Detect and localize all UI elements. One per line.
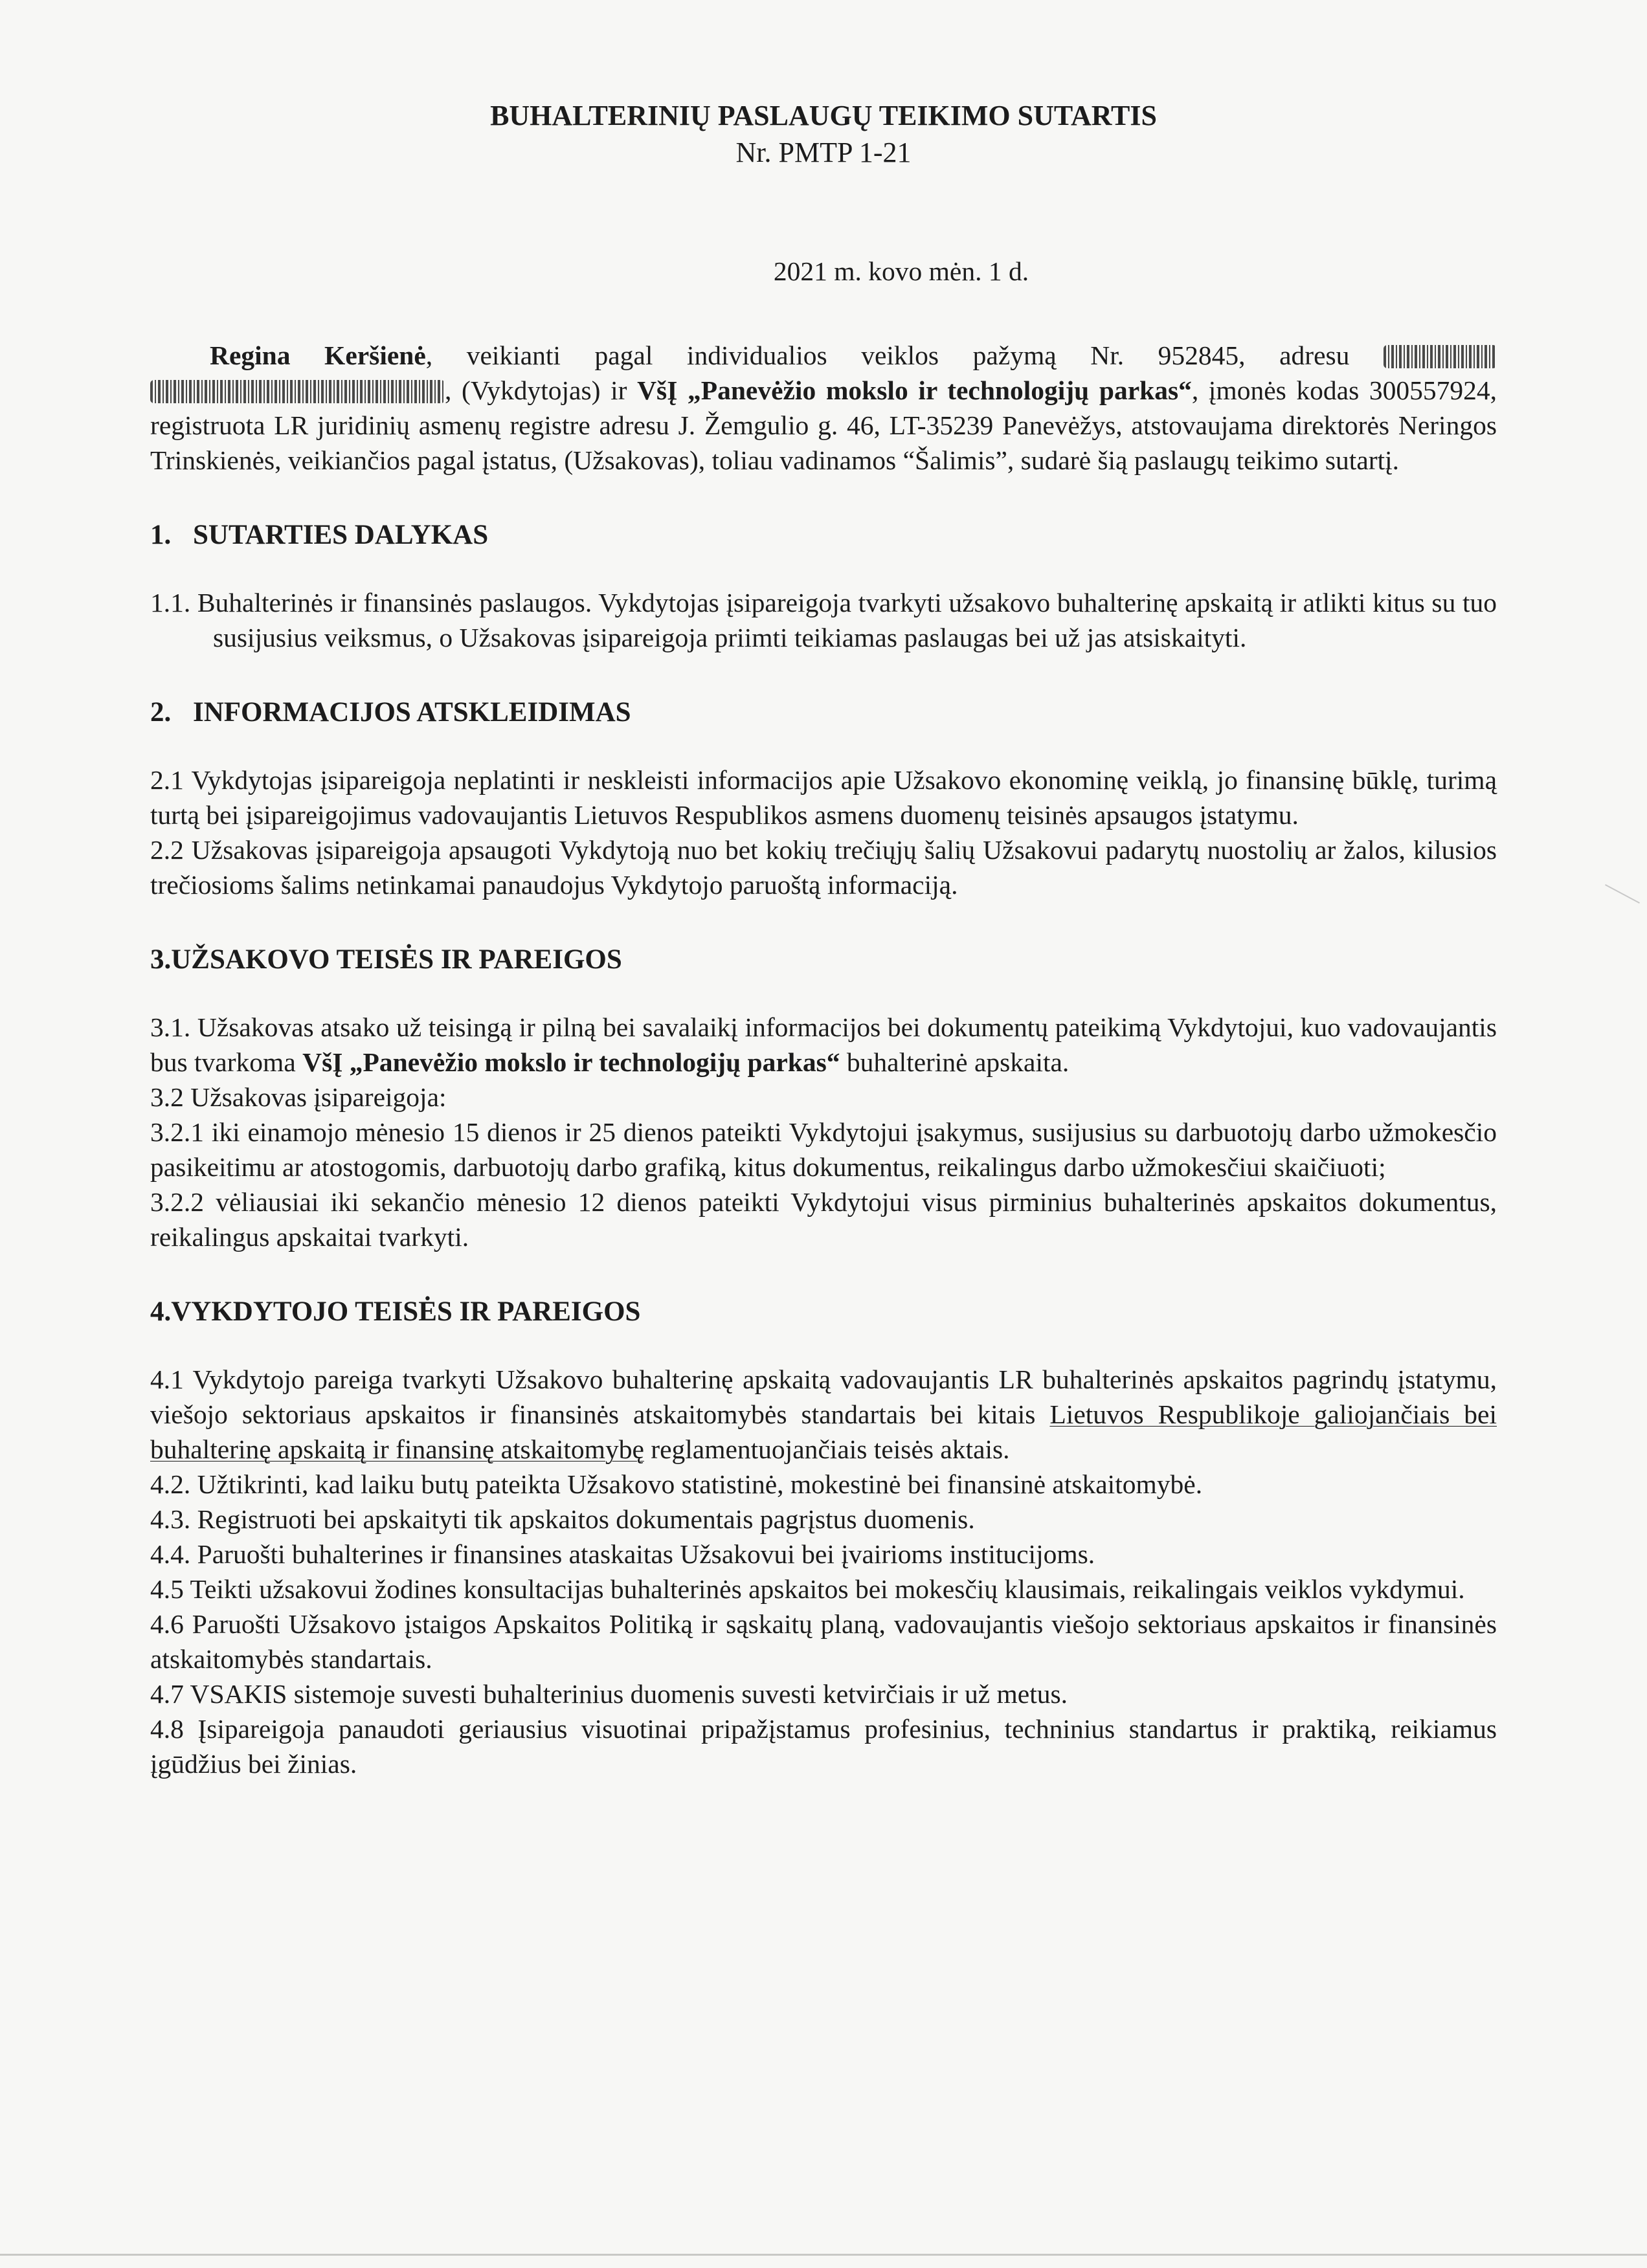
intro-paragraph: [150, 338, 1497, 478]
section-4-heading: 4.VYKDYTOJO TEISĖS IR PAREIGOS: [150, 1296, 641, 1327]
clause-3-2-2: 3.2.2 vėliausiai iki sekančio mėnesio 12 dienos pateikti Vykdytojui visus pirminius buhalterinės apskaitos dokumentus, reikalingus apskaitai tvarkyti.: [150, 1187, 1497, 1252]
clause-1-1: 1.1. Buhalterinės ir finansinės paslaugos. Vykdytojas įsipareigoja tvarkyti užsakovo buhalterinę apskaitą ir atlikti kitus su tuo susijusius veiksmus, o Užsakovas įsipareigoja priimti teikiamas paslaugas bei už jas atsiskaityti.: [150, 588, 1497, 652]
contract-page: [150, 97, 1497, 1781]
document-title: BUHALTERINIŲ PASLAUGŲ TEIKIMO SUTARTIS: [490, 100, 1157, 131]
redacted-address-2: [150, 380, 445, 403]
section-1-heading: 1. SUTARTIES DALYKAS: [150, 520, 489, 550]
clause-3-1: 3.1. Užsakovas atsako už teisingą ir pilną bei savalaikį informacijos bei dokumentų pateikimą Vykdytojui, kuo vadovaujantis bus tvarkoma VšĮ „Panevėžio mokslo ir technologijų parkas“ buhalterinė apskaita.: [150, 1012, 1497, 1077]
clause-4-8: 4.8 Įsipareigoja panaudoti geriausius visuotinai pripažįstamus profesinius, techninius standartus ir praktiką, reikiamus įgūdžius bei žinias.: [150, 1714, 1497, 1779]
clause-3-2: 3.2 Užsakovas įsipareigoja:: [150, 1082, 447, 1112]
clause-3-2-1: 3.2.1 iki einamojo mėnesio 15 dienos ir 25 dienos pateikti Vykdytojui įsakymus, susijusius su darbuotojų darbo užmokesčio pasikeitimu ar atostogomis, darbuotojų darbo grafiką, kitus dokumentus, reikalingus darbo užmokesčiui skaičiuoti;: [150, 1117, 1497, 1182]
clause-4-3: 4.3. Registruoti bei apskaityti tik apskaitos dokumentais pagrįstus duomenis.: [150, 1504, 975, 1534]
clause-4-2: 4.2. Užtikrinti, kad laiku butų pateikta Užsakovo statistinė, mokestinė bei finansinė atskaitomybė.: [150, 1469, 1203, 1499]
section-2-heading: 2. INFORMACIJOS ATSKLEIDIMAS: [150, 697, 631, 728]
intro-part-a: , veikianti pagal individualios veiklos pažymą Nr. 952845, adresu: [425, 340, 1350, 370]
intro-part-c: , įmonės kodas 300557924, registruota LR juridinių asmenų registre adresu J. Žemgulio g. 46, LT-35239 Panevėžys, atstovaujama direktorės Neringos Trinskienės, veikiančios pagal įstatus, (Užsakovas), toliau vadinamos “Šalimis”, sudarė šią paslaugų teikimo sutartį.: [150, 375, 1497, 475]
clause-4-4: 4.4. Paruošti buhalterines ir finansines ataskaitas Užsakovui bei įvairioms institucijoms.: [150, 1539, 1095, 1569]
scan-artifact: [1605, 884, 1640, 904]
intro-part-b: , (Vykdytojas) ir: [445, 375, 627, 405]
party2-name: VšĮ „Panevėžio mokslo ir technologijų parkas“: [637, 375, 1192, 405]
clause-2-2: 2.2 Užsakovas įsipareigoja apsaugoti Vykdytoją nuo bet kokių trečiųjų šalių Užsakovui padarytų nuostolių ar žalos, kilusios trečiosioms šalims netinkamai panaudojus Vykdytojo paruoštą informaciją.: [150, 835, 1497, 900]
clause-4-1-underlined: Lietuvos Respublikoje galiojančiais bei buhalterinę apskaitą ir finansinę atskaitomybę: [150, 1399, 1497, 1464]
document-number: Nr. PMTP 1-21: [735, 137, 912, 168]
clause-4-1: 4.1 Vykdytojo pareiga tvarkyti Užsakovo buhalterinę apskaitą vadovaujantis LR buhalterinės apskaitos pagrindų įstatymu, viešojo sektoriaus apskaitos ir finansinės atskaitomybės standartais bei kitais Lietuvos Respublikoje galiojančiais bei buhalterinę apskaitą ir finansinę atskaitomybę reglamentuojančiais teisės aktais.: [150, 1364, 1497, 1464]
redacted-address-1: [1384, 345, 1497, 368]
clause-4-6: 4.6 Paruošti Užsakovo įstaigos Apskaitos Politiką ir sąskaitų planą, vadovaujantis viešojo sektoriaus apskaitos ir finansinės atskaitomybės standartais.: [150, 1609, 1497, 1674]
clause-4-7: 4.7 VSAKIS sistemoje suvesti buhalterinius duomenis suvesti ketvirčiais ir už metus.: [150, 1679, 1068, 1709]
document-date: 2021 m. kovo mėn. 1 d.: [773, 256, 1029, 286]
party2-name-inline: VšĮ „Panevėžio mokslo ir technologijų parkas“: [302, 1047, 840, 1077]
section-3-heading: 3.UŽSAKOVO TEISĖS IR PAREIGOS: [150, 944, 622, 975]
clause-4-5: 4.5 Teikti užsakovui žodines konsultacijas buhalterinės apskaitos bei mokesčių klausimais, reikalingais veiklos vykdymui.: [150, 1574, 1465, 1604]
clause-2-1: 2.1 Vykdytojas įsipareigoja neplatinti ir neskleisti informacijos apie Užsakovo ekonominę veiklą, jo finansinę būklę, turimą turtą bei įsipareigojimus vadovaujantis Lietuvos Respublikos asmens duomenų teisinės apsaugos įstatymu.: [150, 765, 1497, 830]
page-bottom-edge: [0, 2254, 1647, 2256]
party1-name: Regina Keršienė: [210, 340, 426, 370]
